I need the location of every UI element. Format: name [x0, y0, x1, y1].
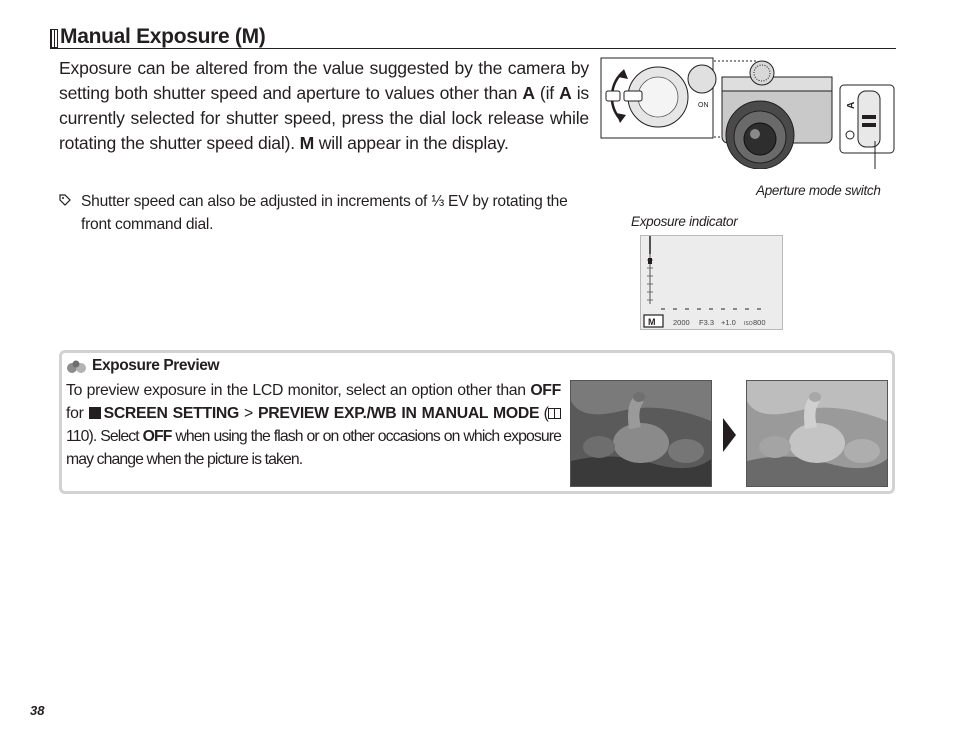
page-title: Manual Exposure (M)	[60, 25, 266, 48]
mode-a-label: A	[522, 83, 535, 103]
intro-text-3: is currently selected for shutter speed, press the dial lock release while rotating the shutter speed dial).	[59, 83, 589, 153]
intro-paragraph	[59, 56, 589, 156]
mode-m-label: M	[299, 133, 315, 153]
section-marker	[50, 29, 58, 48]
intro-text-2: (if	[534, 83, 560, 103]
preview-text-5: when using the flash or on other occasions on which exposure may change when the picture is taken.	[66, 428, 561, 468]
intro-text-4: will appear in the display.	[314, 133, 509, 153]
lcd-shutter: 2000	[673, 318, 690, 327]
lcd-ev: +1.0	[721, 318, 736, 327]
lcd-display	[640, 235, 783, 330]
lcd-iso: 800	[753, 318, 766, 327]
off-option: OFF	[530, 382, 561, 399]
preview-text-2: for	[66, 405, 89, 422]
mode-a-label: A	[559, 83, 572, 103]
note	[59, 190, 589, 236]
preview-photo-after	[746, 380, 888, 487]
lcd-mode: M	[648, 317, 656, 327]
exposure-preview-title: Exposure Preview	[92, 357, 220, 374]
intro-text-1: Exposure can be altered from the value suggested by the camera by setting both shutter speed and aperture to values other than	[59, 58, 589, 103]
off-option: OFF	[142, 428, 172, 445]
lcd-aperture: F3.3	[699, 318, 715, 327]
note-text: Shutter speed can also be adjusted in increments of ⅓ EV by rotating the front command dial.	[81, 193, 568, 233]
page-ref: 110	[66, 428, 89, 445]
preview-photo-before	[570, 380, 712, 487]
preview-text-3: (	[539, 405, 549, 422]
menu-separator: >	[239, 405, 259, 422]
page-number: 38	[30, 703, 45, 718]
note-icon	[59, 194, 71, 206]
exposure-indicator-caption: Exposure indicator	[631, 214, 738, 229]
aperture-switch-closeup	[840, 85, 894, 169]
camera-illustration	[600, 57, 896, 169]
title-rule	[50, 48, 896, 49]
preview-exp-menu: PREVIEW EXP./WB IN MANUAL MODE	[258, 405, 540, 422]
lcd-graphic	[641, 236, 782, 329]
preview-text-1: To preview exposure in the LCD monitor, select an option other than	[66, 382, 531, 399]
shutter-dial-closeup	[601, 58, 716, 138]
dial-on-label: ON	[698, 102, 709, 109]
screen-setting-menu: SCREEN SETTING	[103, 405, 240, 422]
preview-text-4: ). Select	[88, 428, 143, 445]
aperture-mode-switch-caption: Aperture mode switch	[756, 183, 881, 198]
lcd-iso-label: ISO	[744, 321, 753, 327]
arrow-right-icon	[723, 418, 736, 452]
tip-icon	[66, 360, 88, 374]
switch-letter: A	[846, 101, 857, 109]
page-ref-icon	[548, 408, 561, 419]
screen-setting-icon	[89, 407, 101, 419]
camera-body	[722, 61, 832, 169]
exposure-preview-text	[66, 379, 561, 471]
